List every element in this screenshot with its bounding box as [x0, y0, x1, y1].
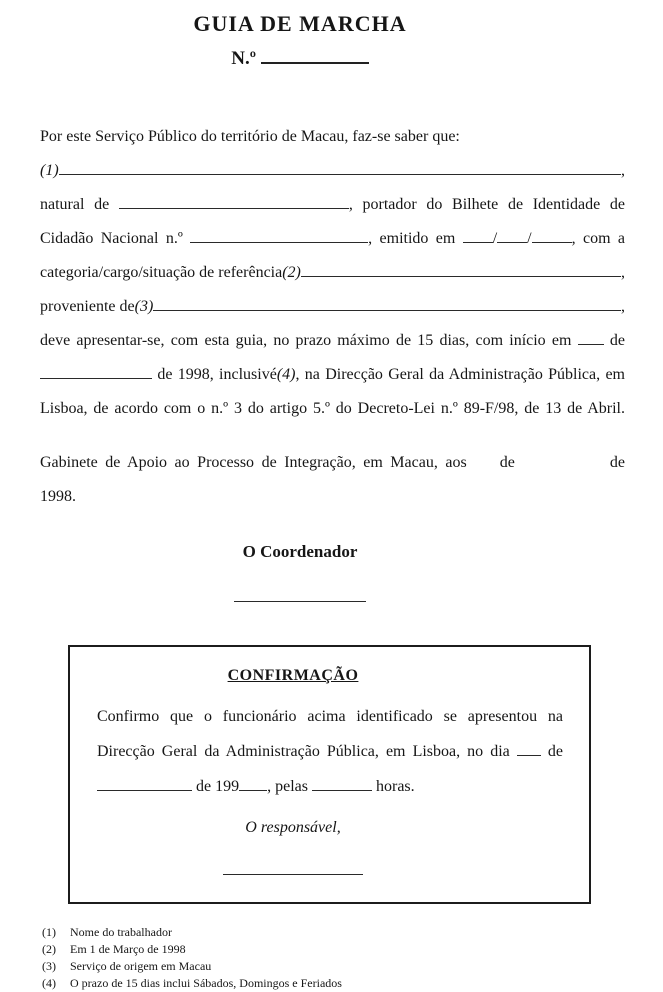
text-segment: Confirmo que o funcionário acima identificado se apresentou na — [97, 708, 563, 725]
coordinator-section — [40, 540, 560, 607]
blank-field — [119, 192, 349, 209]
confirmation-title: CONFIRMAÇÃO — [227, 667, 359, 684]
footnote-item — [42, 958, 625, 975]
spacer — [474, 466, 492, 467]
footnote-text: Serviço de origem em Macau — [70, 959, 212, 973]
text-segment: (3) — [134, 298, 154, 315]
closing-line — [40, 480, 625, 514]
footnote-marker: (2) — [42, 942, 56, 956]
confirmation-line — [97, 734, 563, 769]
form-line — [40, 324, 625, 358]
text-segment: Lisboa, de acordo com o n.º 3 do artigo 5.º do Decreto-Lei n.º 89-F/98, de 13 de Abril. — [40, 400, 625, 417]
text-segment: proveniente de — [40, 298, 135, 315]
text-segment: (2) — [282, 264, 301, 281]
footnote-marker: (4) — [42, 976, 56, 990]
number-blank-field — [261, 43, 369, 64]
coordinator-signature-line — [234, 600, 366, 602]
footnote-marker: (3) — [42, 959, 56, 973]
text-segment: de 199 — [192, 778, 240, 795]
text-segment: (4) — [276, 366, 296, 383]
text-segment: , — [621, 298, 625, 315]
blank-field — [190, 226, 368, 243]
confirmation-box — [68, 645, 591, 904]
closing-line — [40, 446, 625, 480]
spacer — [522, 466, 602, 467]
blank-field — [312, 774, 372, 791]
footnote-text: O prazo de 15 dias inclui Sábados, Domingos e Feriados — [70, 976, 342, 990]
form-line — [40, 222, 625, 256]
blank-field — [59, 158, 621, 175]
document-header — [40, 10, 560, 72]
form-body — [40, 154, 625, 426]
text-segment: de 1998, inclusivé — [152, 366, 277, 383]
text-segment: horas. — [371, 778, 415, 795]
confirmation-line — [97, 699, 563, 734]
confirmation-line — [97, 769, 563, 804]
text-segment: natural de — [40, 196, 119, 213]
text-segment: / — [527, 230, 532, 247]
text-segment: , emitido em — [368, 230, 463, 247]
text-segment: de — [603, 332, 625, 349]
footnote-item — [42, 924, 625, 941]
text-segment: Direcção Geral da Administração Pública, em Lisboa, no dia — [97, 743, 517, 760]
text-segment: de — [540, 743, 564, 760]
text-segment: Cidadão Nacional n.º — [40, 230, 191, 247]
blank-field — [40, 362, 152, 379]
blank-field — [301, 260, 621, 277]
number-label: N.º — [231, 48, 256, 69]
confirmation-body — [97, 699, 563, 804]
text-segment: Gabinete de Apoio ao Processo de Integração, em Macau, aos — [40, 454, 475, 471]
document-title: GUIA DE MARCHA — [193, 11, 407, 36]
text-segment: 1998. — [40, 488, 76, 505]
footnote-item — [42, 975, 625, 992]
coordinator-heading: O Coordenador — [242, 542, 358, 561]
text-segment: , com a — [571, 230, 625, 247]
form-line — [40, 392, 625, 426]
document-number — [40, 43, 560, 72]
footnotes — [42, 924, 625, 992]
footnote-text: Nome do trabalhador — [70, 925, 172, 939]
text-segment: / — [492, 230, 498, 247]
responsible-signature — [97, 862, 563, 884]
text-segment: de — [602, 454, 626, 471]
form-line — [40, 358, 625, 392]
form-line — [40, 188, 625, 222]
blank-field — [517, 739, 541, 756]
blank-field — [463, 226, 493, 243]
text-segment: , pelas — [267, 778, 312, 795]
intro-text: Por este Serviço Público do território de Macau, faz-se saber que: — [40, 128, 460, 145]
closing-section — [40, 446, 625, 514]
form-line — [40, 256, 625, 290]
text-segment: , — [621, 162, 625, 179]
text-segment: categoria/cargo/situação de referência — [40, 264, 283, 281]
text-segment: , — [621, 264, 625, 281]
footnote-marker: (1) — [42, 925, 56, 939]
text-segment: de — [492, 454, 523, 471]
text-segment: , portador do Bilhete de Identidade de — [348, 196, 625, 213]
responsible-signature-line — [223, 873, 363, 875]
text-segment: deve apresentar-se, com esta guia, no prazo máximo de 15 dias, com início em — [40, 332, 578, 349]
footnote-text: Em 1 de Março de 1998 — [70, 942, 186, 956]
form-line — [40, 290, 625, 324]
blank-field — [532, 226, 572, 243]
blank-field — [578, 328, 604, 345]
blank-field — [153, 294, 621, 311]
blank-field — [239, 774, 267, 791]
footnote-item — [42, 941, 625, 958]
blank-field — [497, 226, 527, 243]
responsible-label: O responsável, — [245, 819, 341, 836]
text-segment: (1) — [40, 162, 59, 179]
form-line — [40, 154, 625, 188]
text-segment: , na Direcção Geral da Administração Pública, em — [295, 366, 625, 383]
blank-field — [97, 774, 192, 791]
